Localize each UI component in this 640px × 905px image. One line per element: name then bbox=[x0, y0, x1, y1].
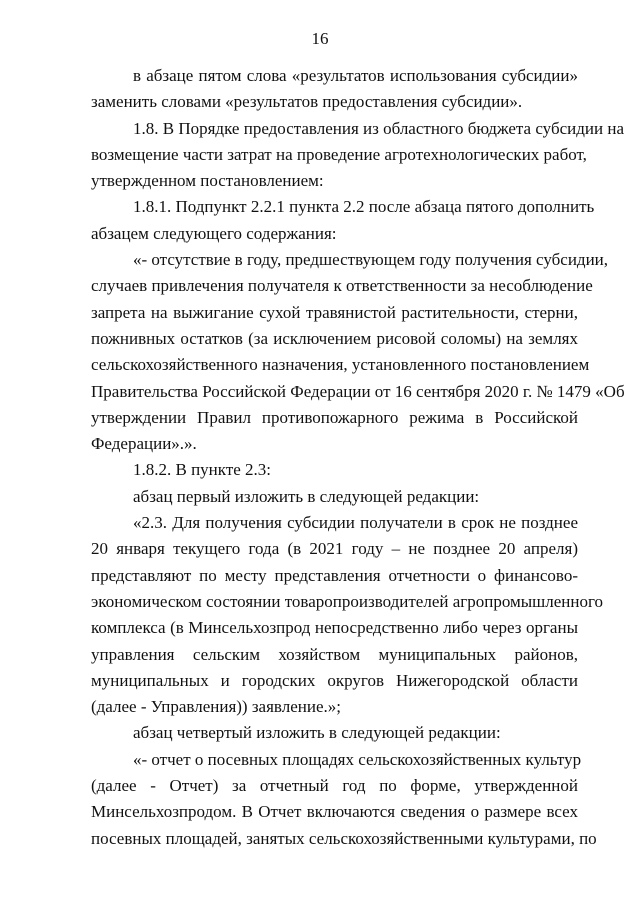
text-line: управления сельским хозяйством муниципальных районов, bbox=[91, 644, 578, 664]
text-line: представляют по месту представления отчетности о финансово- bbox=[91, 565, 578, 585]
text-line: абзац первый изложить в следующей редакции: bbox=[133, 486, 480, 506]
text-line: посевных площадей, занятых сельскохозяйственными культурами, по bbox=[91, 828, 597, 848]
text-line: 1.8. В Порядке предоставления из областного бюджета субсидии на bbox=[133, 118, 624, 138]
text-line: «- отсутствие в году, предшествующем году получения субсидии, bbox=[133, 250, 609, 270]
text-line: (далее - Отчет) за отчетный год по форме, утвержденной bbox=[91, 776, 578, 796]
text-line: абзацем следующего содержания: bbox=[91, 223, 337, 243]
text-line: Правительства Российской Федерации от 16 сентября 2020 г. № 1479 «Об bbox=[91, 381, 625, 401]
text-line: (далее - Управления)) заявление.»; bbox=[91, 697, 341, 717]
text-line: 1.8.1. Подпункт 2.2.1 пункта 2.2 после абзаца пятого дополнить bbox=[133, 197, 595, 217]
text-line: Минсельхозпродом. В Отчет включаются сведения о размере всех bbox=[91, 802, 578, 822]
text-line: случаев привлечения получателя к ответственности за несоблюдение bbox=[91, 276, 593, 296]
text-line: муниципальных и городских округов Нижегородской области bbox=[91, 670, 578, 690]
text-line: экономическом состоянии товаропроизводителей агропромышленного bbox=[91, 591, 604, 611]
page-number: 16 bbox=[311, 29, 329, 48]
text-line: 1.8.2. В пункте 2.3: bbox=[133, 460, 272, 480]
text-line: комплекса (в Минсельхозпрод непосредственно либо через органы bbox=[91, 618, 578, 638]
text-line: утвержденном постановлением: bbox=[91, 171, 324, 191]
text-line: абзац четвертый изложить в следующей редакции: bbox=[133, 723, 501, 743]
text-line: «2.3. Для получения субсидии получатели в срок не позднее bbox=[133, 513, 578, 533]
text-line: запрета на выжигание сухой травянистой растительности, стерни, bbox=[91, 302, 578, 322]
text-line: сельскохозяйственного назначения, установленного постановлением bbox=[91, 355, 590, 375]
text-line: «- отчет о посевных площадях сельскохозяйственных культур bbox=[133, 749, 582, 769]
text-line: утверждении Правил противопожарного режима в Российской bbox=[91, 407, 578, 427]
text-line: заменить словами «результатов предоставления субсидии». bbox=[91, 92, 523, 112]
text-line: Федерации».». bbox=[91, 434, 197, 454]
document-body bbox=[91, 63, 625, 852]
text-line: возмещение части затрат на проведение агротехнологических работ, bbox=[91, 144, 587, 164]
text-line: 20 января текущего года (в 2021 году – не позднее 20 апреля) bbox=[91, 539, 578, 559]
text-line: пожнивных остатков (за исключением рисовой соломы) на землях bbox=[91, 328, 578, 348]
text-line: в абзаце пятом слова «результатов использования субсидии» bbox=[133, 66, 578, 85]
